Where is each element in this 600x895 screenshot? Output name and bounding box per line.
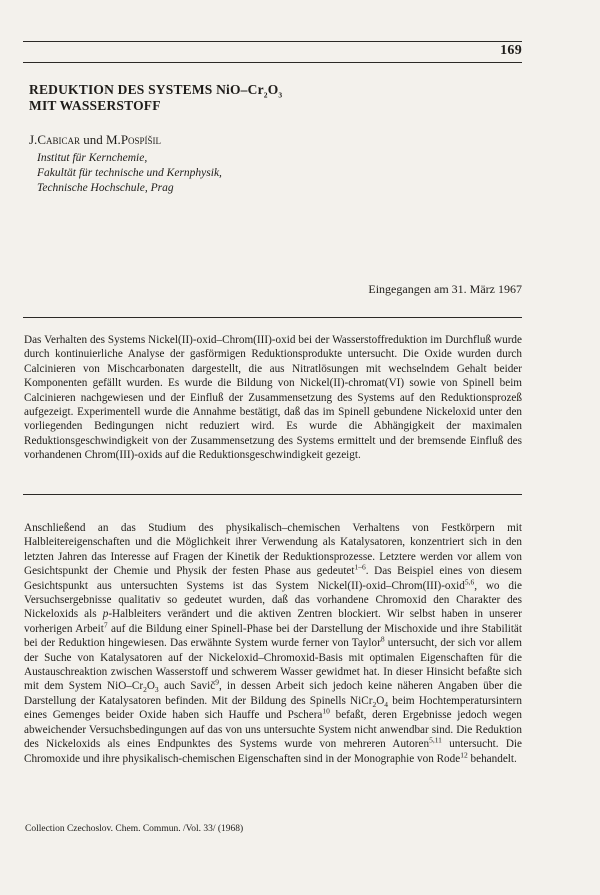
journal-footer: Collection Czechoslov. Chem. Commun. /Vol. 33/ (1968) — [25, 824, 244, 834]
author1-initial: J. — [29, 132, 38, 147]
author-conjunction: und — [80, 132, 106, 147]
citation: 12 — [460, 749, 468, 759]
citation: 10 — [322, 706, 330, 716]
author2-initial: M. — [106, 132, 121, 147]
citation: 7 — [103, 620, 108, 630]
citation: 5,11 — [429, 735, 442, 745]
received-date: Eingegangen am 31. März 1967 — [368, 282, 522, 296]
title-line2: MIT WASSERSTOFF — [29, 98, 161, 113]
affiliation-line: Technische Hochschule, Prag — [37, 182, 174, 194]
affiliation — [37, 151, 222, 196]
affiliation-line: Institut für Kernchemie, — [37, 152, 148, 164]
paper-title — [29, 82, 282, 114]
title-line1-a: REDUKTION DES SYSTEMS NiO–Cr — [29, 82, 264, 97]
affiliation-line: Fakultät für technische und Kernphysik, — [37, 167, 222, 179]
citation: 8 — [380, 634, 385, 644]
top-rule-upper — [23, 41, 522, 42]
body-text: Anschließend an das Studium des physikalisch–chemischen Verhaltens von Festkörpern mit Halbleitereigenschaften und die Möglichkeit ihrer Verwendung als Katalysatoren, konzentriert sich in den letzten Jahren das Interesse auf Fragen der Kinetik der Reduktionsprozesse. Letztere werden vor allem von Gesichtspunkt der Chemie und Physik der festen Phase aus gedeutet$^{1-6}$. Das Beispiel eines von diesem Gesichtspunkt aus untersuchten Systems ist das System Nickel(II)-oxid–Chrom(III)-oxid$^{5,6}$, wo die Versuchsergebnisse qualitativ so gedeutet wurden, daß das vorhandene Chromoxid den Charakter des Nickeloxids als p-Halbleiters verändert und die aktiven Zentren blockiert. Wir selbst haben in unserer vorherigen Arbeit$^7$ auf die Bildung einer Spinell-Phase bei der Darstellung der Mischoxide und ihre Stabilität bei der Reduktion hingewiesen. Das erwähnte System wurde ferner von Taylor$^8$ untersucht, der sich vor allem der Suche von Katalysatoren auf der Nickeloxid–Chromoxid-Basis mit optimalen Eigenschaften für die Austauschreaktion zwischen Wasserstoff und schwerem Wasser gewidmet hat. In dieser Hinsicht befaßte sich mit dem System NiO–$Cr_2O_3$ auch Savič$^9$, in dessen Arbeit sich jedoch keine näheren Angaben über die Darstellung der Katalysatoren befinden. Mit der Bildung des Spinells $NiCr_2O_4$ beim Hochtemperatursintern eines Gemenges beider Oxide haben sich Hauffe und Pschera$^{10}$ befaßt, deren Ergebnisse jedoch wegen abweichender Versuchsbedingungen auf das von uns untersuchte System nicht anwendbar sind. Die Reduktion des Nickeloxids als eines Endpunktes des Systems wurde von mehreren Autoren$^{5,11}$ untersucht. Die Chromoxide und ihre physikalisch-chemischen Eigenschaften sind in der Monographie von Rode$^{12}$ behandelt. — [24, 522, 523, 765]
citation: 5,6 — [464, 576, 475, 586]
title-sub-2: 3 — [278, 90, 283, 100]
authors — [29, 132, 161, 148]
top-rule-lower — [23, 62, 522, 63]
citation: 9 — [215, 677, 219, 687]
author1-name: Cabicar — [37, 132, 80, 147]
citation: 1–6 — [354, 562, 366, 572]
abstract-rule-top — [23, 317, 522, 318]
page-number: 169 — [500, 43, 522, 58]
title-line1-b: O — [267, 82, 279, 97]
abstract: Das Verhalten des Systems Nickel(II)-oxid–Chrom(III)-oxid bei der Wasserstoffreduktion im Durchfluß wurde durch kontinuierliche Analyse der gasförmigen Reduktionsprodukte untersucht. Die Oxide wurden durch Calcinieren von Mischcarbonaten dargestellt, die aus Nitratlösungen mit wechselndem Gehalt beider Komponenten gefällt wurden. Es wurde die Bildung von Nickel(II)-chromat(VI) sowie von Spinell beim Calcinieren nachgewiesen und der Einfluß der Zusammensetzung des Systems auf den Reduktionsprozeß aufgezeigt. Experimentell wurde die Annahme bestätigt, daß das im Spinell gebundene Nickeloxid unter den vorliegenden Bedingungen nicht reduziert wird. Es wurde die Abhängigkeit der maximalen Reduktionsgeschwindigkeit von der Zusammensetzung des Systems ermittelt und der bremsende Einfluß des vorhandenen Chrom(III)-oxids auf die Reduktionsgeschwindigkeit gezeigt. — [24, 334, 522, 462]
title-sub-1: 2 — [263, 90, 268, 100]
author2-name: Pospíšil — [120, 132, 162, 147]
abstract-rule-bottom — [23, 494, 522, 495]
